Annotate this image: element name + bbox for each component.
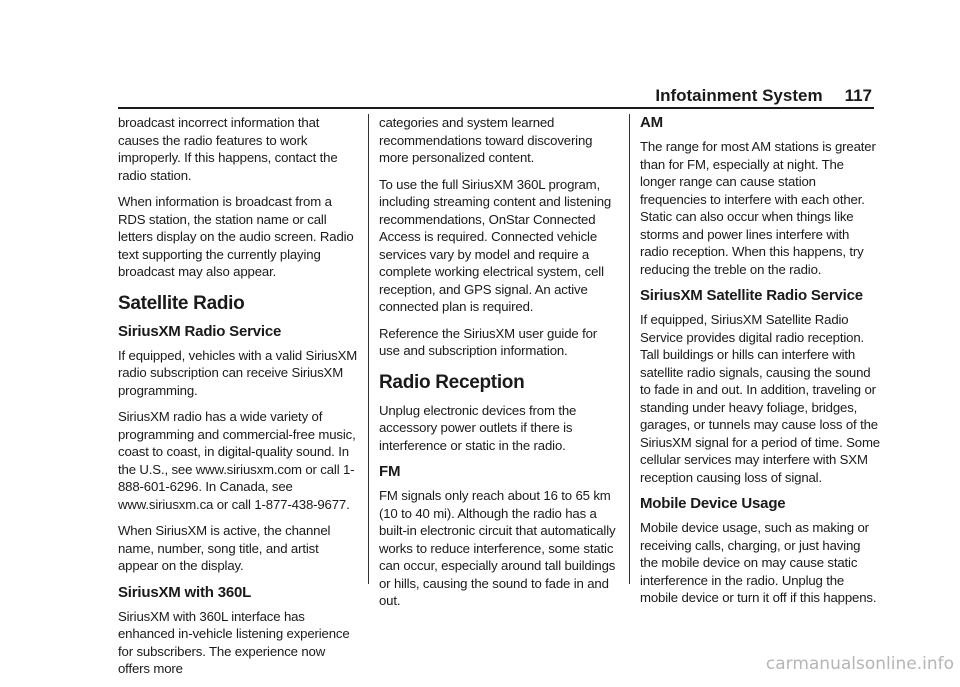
paragraph: broadcast incorrect information that causes the radio features to work improperly. If this happens, contact the radio station. [118, 115, 338, 183]
subheading-siriusxm-radio-service: SiriusXM Radio Service [118, 322, 282, 340]
paragraph: Reference the SiriusXM user guide for use and subscription information. [379, 325, 598, 358]
column-divider-2 [629, 114, 630, 584]
paragraph: When SiriusXM is active, the channel name, number, song title, and artist appear on the display. [118, 523, 331, 573]
paragraph: If equipped, vehicles with a valid SiriusXM radio subscription can receive SiriusXM programming. [118, 347, 358, 398]
page-header [655, 86, 872, 106]
paragraph: The range for most AM stations is greater than for FM, especially at night. The longer range can cause station frequencies to interfere with each other. Static can also occur when things like storms and power lines interfere with radio reception. When this happens, try reducing the treble on the radio. [640, 139, 876, 277]
paragraph: Mobile device usage, such as making or receiving calls, charging, or just having the mobile device on may cause static interference in the radio. Unplug the mobile device or turn it off if this happens. [640, 520, 877, 605]
column-3 [640, 114, 880, 616]
subheading-siriusxm-satellite-radio-service: SiriusXM Satellite Radio Service [640, 287, 863, 304]
section-heading-satellite-radio: Satellite Radio [118, 292, 245, 314]
column-1 [118, 114, 358, 687]
subheading-am: AM [640, 114, 663, 131]
header-rule [118, 107, 874, 109]
paragraph: SiriusXM radio has a wide variety of programming and commercial-free music, coast to coast, in digital-quality sound. In the U.S., see www.siriusxm.com or call 1-888-601-6296. In Canada, see www.siriusxm.ca or call 1-877-438-9677. [118, 409, 356, 512]
paragraph: To use the full SiriusXM 360L program, including streaming content and listening recommendations, OnStar Connected Access is required. Connected vehicle services vary by model and require a complete working electrical system, cell reception, and GPS signal. An active connected plan is required. [379, 176, 612, 314]
paragraph: Unplug electronic devices from the accessory power outlets if there is interference or static in the radio. [379, 402, 577, 453]
column-divider-1 [368, 114, 369, 584]
paragraph: FM signals only reach about 16 to 65 km (10 to 40 mi). Although the radio has a built-in electronic circuit that automatically works to reduce interference, some static can occur, especially around tall buildings or hills, causing the sound to fade in and out. [379, 488, 616, 608]
page-number: 117 [844, 86, 872, 105]
header-title: Infotainment System [655, 86, 823, 105]
paragraph: If equipped, SiriusXM Satellite Radio Service provides digital radio reception. Tall buildings or hills can interfere with satellite radio signals, causing the sound to fade in and out. In addition, traveling or standing under heavy foliage, bridges, garages, or tunnels may cause loss of the SiriusXM signal for a period of time. Some cellular services may interfere with SXM reception causing loss of signal. [640, 312, 880, 485]
section-heading-radio-reception: Radio Reception [379, 371, 525, 393]
column-2 [379, 114, 619, 619]
paragraph: SiriusXM with 360L interface has enhanced in-vehicle listening experience for subscribers. The experience now offers more [118, 608, 350, 676]
subheading-siriusxm-360l: SiriusXM with 360L [118, 583, 252, 601]
subheading-mobile-device-usage: Mobile Device Usage [640, 495, 786, 512]
paragraph: When information is broadcast from a RDS station, the station name or call letters display on the audio screen. Radio text supporting the currently playing broadcast may also appear. [118, 194, 354, 279]
paragraph: categories and system learned recommendations toward discovering more personalized content. [379, 115, 593, 165]
watermark-text: carmanualsonline.info [765, 654, 954, 674]
subheading-fm: FM [379, 463, 401, 480]
